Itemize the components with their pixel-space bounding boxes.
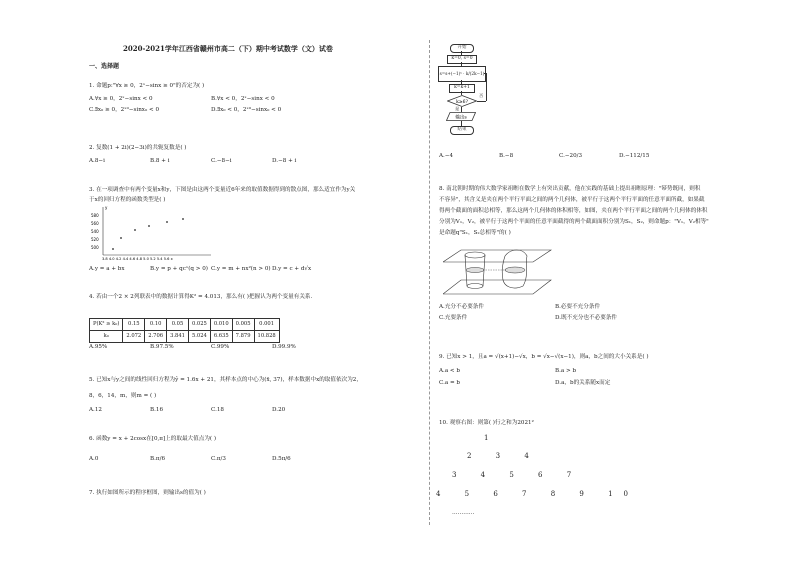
q1-option-b: B.∀x < 0，2ˣ−sinx < 0: [211, 96, 275, 102]
flowchart-no-branch: [477, 101, 486, 102]
scatter-point: [148, 225, 150, 227]
scatter-point: [134, 229, 136, 231]
q9-option-c: C.a = b: [439, 380, 461, 386]
q4-option-d: D.99.9%: [272, 344, 296, 350]
scatter-point: [120, 237, 122, 239]
question-8-line3: 得两个截面的面积总相等，那么这两个几何体的体积相等，如图，夹在两个平行平面之间的两个几何体的体积: [439, 208, 708, 214]
q3-option-c: C.y = m + nx²(n > 0): [211, 266, 271, 272]
number-triangle-row-2: 2 3 4: [467, 452, 540, 460]
scatter-plot: [89, 205, 214, 260]
question-4-stem: 4. 若由一个2 × 2列联表中的数据计算得K² = 4.013，那么有( )把握认为两个变量有关系．: [89, 294, 317, 300]
table-cell: 10.828: [254, 331, 279, 343]
q5-option-b: B.16: [150, 407, 164, 413]
question-7-stem: 7. 执行如图所示的程序框图，则输出s的值为( ): [89, 490, 206, 496]
q8-option-d: D.既不充分也不必要条件: [555, 315, 618, 321]
y-tick-540: 540: [91, 229, 99, 234]
q5-option-c: C.18: [211, 407, 224, 413]
upper-plane: [443, 250, 551, 262]
y-tick-500: 500: [91, 245, 99, 250]
question-8-line2: 不容异"，其含义是夹在两个平行平面之间的两个几何体，被平行于这两个平行平面的任意平面所截，如果截: [439, 197, 705, 203]
question-2-stem: 2. 复数(1 + 2i)(2−3i)的共轭复数是( ): [89, 145, 187, 151]
number-triangle-row-1: 1: [484, 434, 500, 442]
table-cell: 0.001: [254, 319, 279, 331]
q7-option-b: B.−8: [499, 153, 514, 159]
q5-option-a: A.12: [89, 407, 102, 413]
table-cell: 0.005: [232, 319, 254, 331]
solid-1-section: [466, 268, 484, 273]
scatter-point: [182, 218, 184, 220]
flowchart-start: 开始: [450, 44, 474, 53]
q5-option-d: D.20: [272, 407, 286, 413]
q8-option-a: A.充分不必要条件: [439, 304, 484, 310]
table-cell: k₀: [90, 331, 123, 343]
q3-option-b: B.y = p + qcˣ(q > 0): [150, 266, 208, 272]
table-cell: 7.879: [232, 331, 254, 343]
q6-option-a: A.0: [89, 456, 99, 462]
question-3-stem-line1: 3. 在一项调查中有两个变量x和y，下图是由这两个变量近6年来的取值数据得到的散点图，那么适宜作为y关: [89, 187, 356, 193]
flowchart-end: 结束: [450, 126, 474, 135]
y-tick-520: 520: [91, 237, 99, 242]
q4-option-b: B.97.5%: [150, 344, 174, 350]
question-10-stem: 10. 观察右图：则第( )行之和为2021²: [439, 420, 534, 426]
table-row: [90, 319, 280, 331]
table-cell: 0.010: [210, 319, 232, 331]
critical-value-table: [89, 318, 280, 343]
number-triangle-ellipsis: …………: [452, 510, 475, 516]
y-tick-580: 580: [91, 213, 99, 218]
flowchart-loop-line: [486, 73, 487, 101]
q2-option-a: A.8−i: [89, 158, 105, 164]
q8-option-b: B.必要不充分条件: [555, 304, 601, 310]
table-cell: 6.635: [210, 331, 232, 343]
q7-option-a: A.−4: [439, 153, 454, 159]
flowchart-yes-label: 是: [455, 106, 460, 111]
table-cell: 0.15: [123, 319, 145, 331]
column-divider: [429, 40, 430, 525]
table-cell: 2.706: [145, 331, 167, 343]
question-8-line1: 8. 南北朝时期的伟大数学家祖暅在数学上有突出贡献，他在实践的基础上提出祖暅原理："幂势既同，则积: [439, 186, 701, 192]
flowchart-condition-text: k≥6?: [456, 99, 468, 105]
question-9-stem: 9. 已知x > 1，且a = √(x+1)−√x，b = √x−√(x−1)，则a，b之间的大小关系是( ): [439, 354, 649, 360]
flowchart-output-text: 输出s: [455, 115, 467, 121]
q1-option-d: D.∃x₀ < 0，2ˣ⁰−sinx₀ < 0: [211, 107, 282, 113]
question-8-line5: 是命题q"S₁，S₂总相等"的( ): [439, 230, 511, 236]
table-cell: 0.025: [188, 319, 210, 331]
solid-2-section: [505, 267, 525, 273]
question-5-stem-line2: 8，6，14，m，则m = ( ): [89, 393, 157, 399]
scatter-point: [166, 221, 168, 223]
q4-option-c: C.99%: [211, 344, 230, 350]
question-8-line4: 分别为V₁，V₂，被平行于这两个平面的任意平面截得的两个截面面积分别为S₁，S₂，则命题p："V₁，V₂相等": [439, 219, 709, 225]
table-cell: 0.05: [167, 319, 189, 331]
y-axis-label: y: [105, 205, 108, 210]
number-triangle-row-4: 4 5 6 7 8 9 10: [436, 490, 639, 498]
q6-option-b: B.π/6: [150, 456, 166, 462]
q7-option-d: D.−112/15: [619, 153, 650, 159]
q6-option-d: D.5π/6: [272, 456, 291, 462]
table-cell: 0.10: [145, 319, 167, 331]
question-6-stem: 6. 函数y = x + 2cosx在[0,π]上的取最大值点为( ): [89, 436, 217, 442]
page-title: 2020-2021学年江西省赣州市高二（下）期中考试数学（文）试卷: [123, 44, 333, 53]
y-tick-560: 560: [91, 221, 99, 226]
flowchart-increment-k: k=k+1: [449, 84, 475, 93]
question-1-stem: 1. 命题p:"∀x ≥ 0，2ˣ−sinx ≥ 0"的否定为( ): [89, 83, 205, 89]
table-cell: 3.841: [167, 331, 189, 343]
q8-option-c: C.充要条件: [439, 315, 468, 321]
flowchart-init: k=0, s=0: [447, 55, 477, 64]
lower-plane: [443, 280, 551, 294]
flowchart-no-label: 否: [479, 93, 484, 98]
q2-option-c: C.−8−i: [211, 158, 232, 164]
q3-option-d: D.y = c + d√x: [272, 266, 312, 272]
q9-option-a: A.a < b: [439, 368, 460, 374]
q1-option-c: C.∃x₀ ≥ 0，2ˣ⁰−sinx₀ < 0: [89, 107, 160, 113]
flowchart-output: [446, 112, 476, 121]
q4-option-a: A.95%: [89, 344, 108, 350]
q6-option-c: C.π/3: [211, 456, 226, 462]
question-5-stem-line1: 5. 已知x与y之间的线性回归方程为ŷ = 1.6x + 21，其样本点的中心为(x̄, 37)，样本数据中x的取值依次为2，: [89, 377, 362, 383]
x-tick-labels: 3.8 4.0 4.2 4.4 4.6 4.8 5.0 5.2 5.4 5.6 x: [102, 257, 173, 260]
section-heading: 一、选择题: [89, 63, 120, 70]
q3-option-a: A.y = a + bx: [89, 266, 125, 272]
flowchart-loop-line: [484, 73, 487, 74]
table-cell: 5.024: [188, 331, 210, 343]
q9-option-b: B.a > b: [555, 368, 577, 374]
q1-option-a: A.∀x ≥ 0，2ˣ−sinx < 0: [89, 96, 153, 102]
q2-option-d: D.−8 + i: [272, 158, 297, 164]
solid-1-bottom: [467, 284, 483, 289]
q9-option-d: D.a，b的关系随x而定: [555, 380, 611, 386]
flowchart-condition: [447, 95, 477, 107]
table-cell: 2.072: [123, 331, 145, 343]
flowchart-update-s: s=s+(−1)ᵏ · k/(2k−1): [438, 66, 486, 82]
q7-option-c: C.−20/3: [559, 153, 583, 159]
q2-option-b: B.8 + i: [150, 158, 170, 164]
table-row: [90, 331, 280, 343]
parallel-planes-figure: [443, 242, 553, 300]
scatter-point: [112, 248, 114, 250]
question-3-stem-line2: 于x的回归方程的函数类型是( ): [89, 197, 166, 203]
number-triangle-row-3: 3 4 5 6 7: [452, 471, 583, 479]
solid-1-top: [465, 252, 485, 258]
table-cell: P(K² ≥ k₀): [90, 319, 123, 331]
